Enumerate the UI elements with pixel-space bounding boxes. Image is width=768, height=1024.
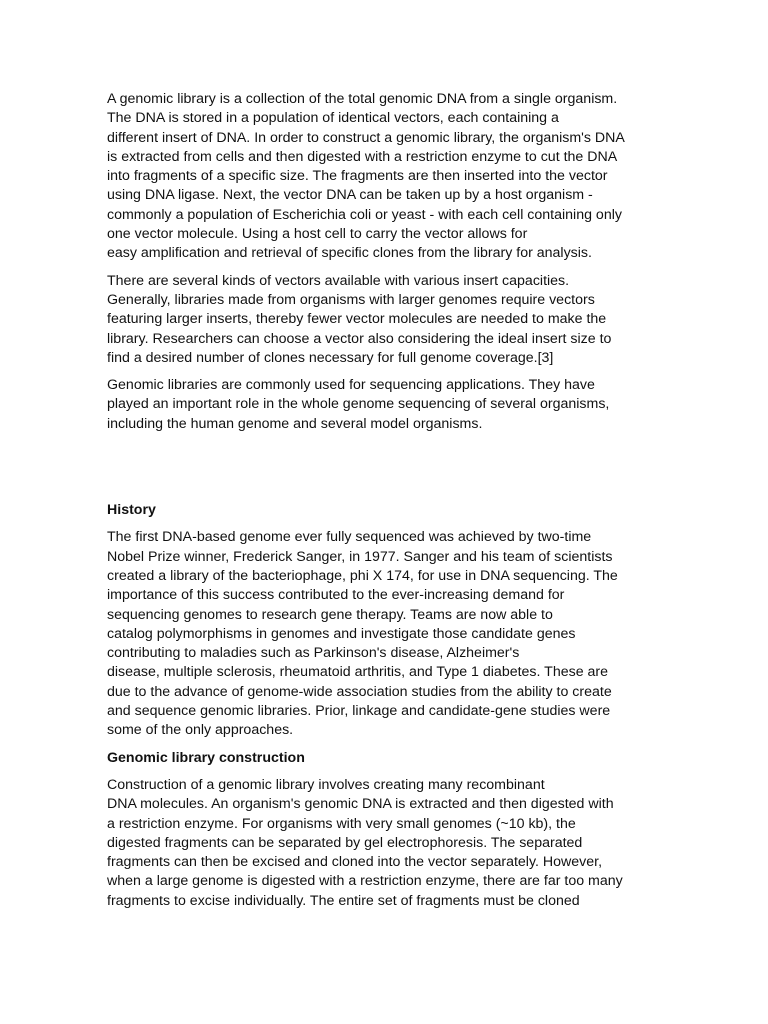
history-heading: History: [107, 502, 156, 519]
intro-paragraph-1: A genomic library is a collection of the total genomic DNA from a single organism. The DNA is stored in a population of identical vectors, each containing a different insert of DNA. In order to construct a genomic library, the organism's DNA is extracted from cells and then digested with a restriction enzyme to cut the DNA into fragments of a specific size. The fragments are then inserted into the vector using DNA ligase. Next, the vector DNA can be taken up by a host organism - commonly a population of Escherichia coli or yeast - with each cell containing only one vector molecule. Using a host cell to carry the vector allows for easy amplification and retrieval of specific clones from the library for analysis.: [107, 91, 625, 262]
construction-heading: Genomic library construction: [107, 749, 305, 766]
construction-paragraph: Construction of a genomic library involves creating many recombinant DNA molecules. An organism's genomic DNA is extracted and then digested with a restriction enzyme. For organisms with very small genomes (~10 kb), the digested fragments can be separated by gel electrophoresis. The separated fragments can then be excised and cloned into the vector separately. However, when a large genome is digested with a restriction enzyme, there are far too many fragments to excise individually. The entire set of fragments must be cloned: [107, 776, 623, 909]
document-page: [107, 90, 667, 919]
intro-paragraph-3: Genomic libraries are commonly used for sequencing applications. They have played an important role in the whole genome sequencing of several organisms, including the human genome and several model organisms.: [107, 377, 610, 432]
intro-paragraph-2: There are several kinds of vectors available with various insert capacities. Generally, libraries made from organisms with larger genomes require vectors featuring larger inserts, thereby fewer vector molecules are needed to make the library. Researchers can choose a vector also considering the ideal insert size to find a desired number of clones necessary for full genome coverage.[3]: [107, 272, 612, 366]
history-paragraph: The first DNA-based genome ever fully sequenced was achieved by two-time Nobel Prize winner, Frederick Sanger, in 1977. Sanger and his team of scientists created a library of the bacteriophage, phi X 174, for use in DNA sequencing. The importance of this success contributed to the ever-increasing demand for sequencing genomes to research gene therapy. Teams are now able to catalog polymorphisms in genomes and investigate those candidate genes contributing to maladies such as Parkinson's disease, Alzheimer's disease, multiple sclerosis, rheumatoid arthritis, and Type 1 diabetes. These are due to the advance of genome-wide association studies from the ability to create and sequence genomic libraries. Prior, linkage and candidate-gene studies were some of the only approaches.: [107, 529, 618, 739]
section-spacer: [107, 442, 667, 501]
